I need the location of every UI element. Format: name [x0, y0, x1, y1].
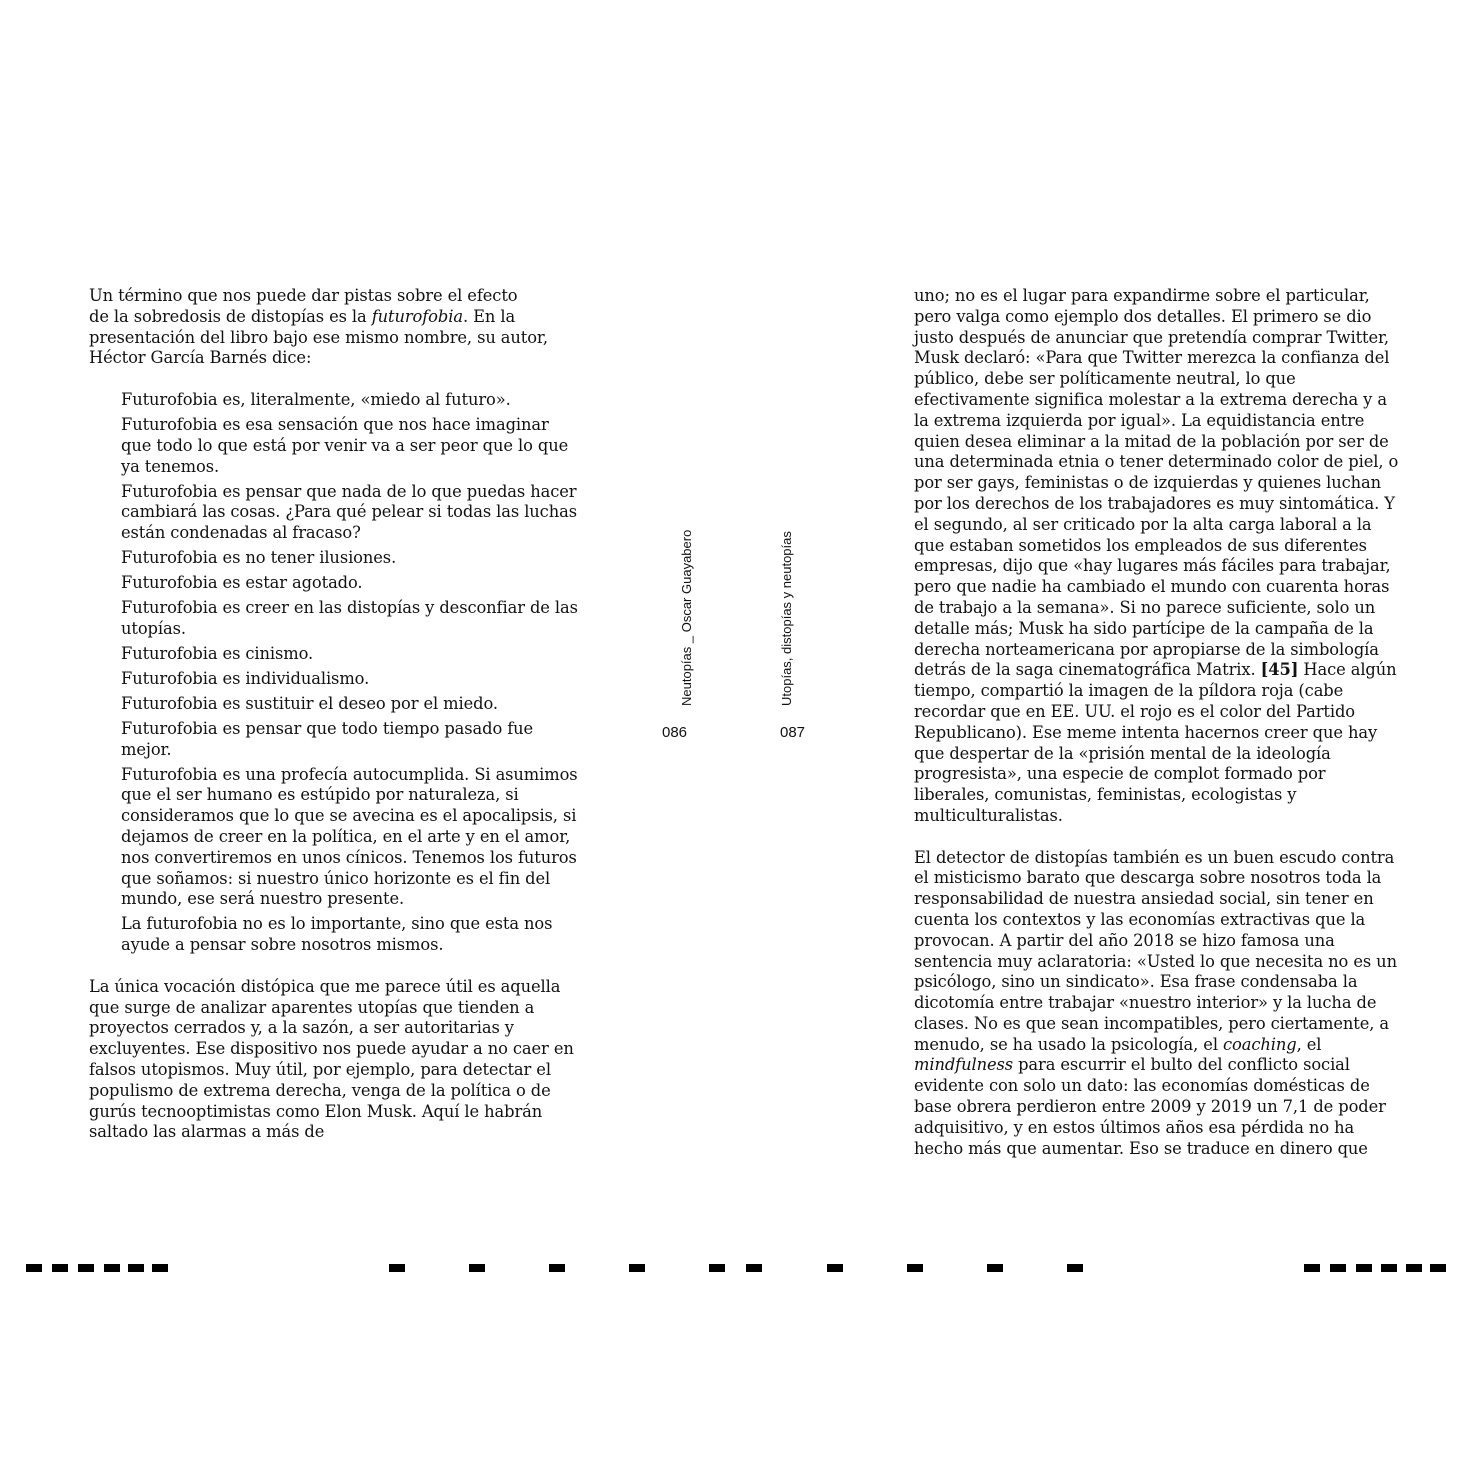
quote-line: Futurofobia es una profecía autocumplida. Si asumimos que el ser humano es estúpido por naturaleza, si consideramos que lo que se avecina es el apocalipsis, si dejamos de creer en la política, en el arte y en el amor, nos convertiremos en unos cínicos. Tenemos los futuros que soñamos: si nuestro único horizonte es el fin del mundo, ese será nuestro presente. [121, 764, 578, 909]
crop-mark-dash [1330, 1264, 1346, 1272]
quote-line: Futurofobia es cinismo. [121, 643, 314, 663]
crop-mark-dash [78, 1264, 94, 1272]
fold-mark-dash [987, 1264, 1003, 1272]
intro-line: de la sobredosis de distopías es la [89, 306, 372, 326]
fold-mark-dash [629, 1264, 645, 1272]
running-head-right: Utopías, distopías y neutopías [779, 531, 794, 706]
fold-mark-dash [709, 1264, 725, 1272]
text-run: , el [1296, 1034, 1322, 1054]
right-page-text [914, 286, 1404, 1159]
crop-mark-dash [152, 1264, 168, 1272]
closing-paragraph: La única vocación distópica que me parece útil es aquella que surge de analizar aparentes utopías que tienden a proyectos cerrados y, a la sazón, a ser autoritarias y excluyentes. Ese dispositivo nos puede ayudar a no caer en falsos utopismos. Muy útil, por ejemplo, para detectar el populismo de extrema derecha, venga de la política o de gurús tecnooptimistas como Elon Musk. Aquí le habrán saltado las alarmas a más de [89, 976, 574, 1142]
text-run: para escurrir el bulto del conflicto social evidente con solo un dato: las economías domésticas de base obrera perdieron entre 2009 y 2019 un 7,1 de poder adquisitivo, y en estos últimos años esa pérdida no ha hecho más que aumentar. Eso se traduce en dinero que [914, 1055, 1386, 1158]
quote-line: Futurofobia es pensar que nada de lo que puedas hacer cambiará las cosas. ¿Para qué pelear si todas las luchas están condenadas al fracaso? [121, 481, 577, 543]
crop-mark-dash [26, 1264, 42, 1272]
fold-mark-dash [746, 1264, 762, 1272]
text-run: El detector de distopías también es un buen escudo contra el misticismo barato que descarga sobre nosotros toda la responsabilidad de nuestra ansiedad social, sin tener en cuenta los contextos y las economías extractivas que la provocan. A partir del año 2018 se hizo famosa una sentencia muy aclaratoria: «Usted lo que necesita no es un psicólogo, sino un sindicato». Esa frase condensaba la dicotomía entre trabajar «nuestro interior» y la lucha de clases. No es que sean incompatibles, pero ciertamente, a menudo, se ha usado la psicología, el [914, 847, 1397, 1054]
fold-mark-dash [827, 1264, 843, 1272]
folio-right: 087 [780, 724, 806, 741]
quote-line: Futurofobia es creer en las distopías y desconfiar de las utopías. [121, 598, 578, 638]
fold-mark-dash [549, 1264, 565, 1272]
crop-mark-dash [1304, 1264, 1320, 1272]
detector-paragraph [914, 848, 1404, 1160]
folio-left: 086 [662, 724, 688, 741]
fold-mark-dash [907, 1264, 923, 1272]
quote-line: La futurofobia no es lo importante, sino que esta nos ayude a pensar sobre nosotros mismos. [121, 914, 553, 955]
left-page-text [89, 286, 579, 1164]
musk-paragraph [914, 286, 1404, 827]
paragraph-gap [914, 827, 1404, 848]
quote-line: Futurofobia es pensar que todo tiempo pasado fue mejor. [121, 718, 534, 759]
crop-mark-dash [1430, 1264, 1446, 1272]
intro-paragraph [89, 286, 579, 369]
crop-mark-dash [1406, 1264, 1422, 1272]
quote-line: Futurofobia es sustituir el deseo por el miedo. [121, 693, 498, 713]
crop-mark-dash [128, 1264, 144, 1272]
quote-line: Futurofobia es, literalmente, «miedo al futuro». [121, 389, 511, 409]
intro-term-futurofobia: futurofobia [371, 306, 463, 326]
quote-line: Futurofobia es esa sensación que nos hace imaginar que todo lo que está por venir va a ser peor que lo que ya tenemos. [121, 414, 569, 476]
crop-mark-dash [104, 1264, 120, 1272]
fold-mark-dash [1067, 1264, 1083, 1272]
fold-mark-dash [389, 1264, 405, 1272]
running-head-left: Neutopías _ Oscar Guayabero [679, 529, 694, 706]
term-coaching: coaching [1223, 1034, 1297, 1054]
crop-mark-dash [1356, 1264, 1372, 1272]
fold-mark-dash [469, 1264, 485, 1272]
term-mindfulness: mindfulness [914, 1055, 1014, 1075]
text-run: Hace algún tiempo, compartió la imagen de la píldora roja (cabe recordar que en EE. UU. el rojo es el color del Partido Republicano). Ese meme intenta hacernos creer que hay que despertar de la «prisión mental de la ideología progresista», una especie de complot formado por liberales, comunistas, feministas, ecologistas y multiculturalistas. [914, 660, 1397, 825]
crop-mark-dash [52, 1264, 68, 1272]
intro-line: Un término que nos puede dar pistas sobre el efecto [89, 286, 518, 305]
crop-mark-dash [1381, 1264, 1397, 1272]
intro-line: Héctor García Barnés dice: [89, 348, 312, 368]
quote-line: Futurofobia es estar agotado. [121, 573, 363, 593]
quote-line: Futurofobia es no tener ilusiones. [121, 548, 397, 568]
intro-line: . En la [462, 306, 516, 326]
quote-line: Futurofobia es individualismo. [121, 668, 370, 688]
footnote-reference: [45] [1260, 660, 1299, 680]
intro-line: presentación del libro bajo ese mismo nombre, su autor, [89, 327, 548, 347]
futurofobia-quote [121, 390, 579, 956]
text-run: uno; no es el lugar para expandirme sobre el particular, pero valga como ejemplo dos detalles. El primero se dio justo después de anunciar que pretendía comprar Twitter, Musk declaró: «Para que Twitter merezca la confianza del público, debe ser políticamente neutral, lo que efectivamente significa molestar a la extrema derecha y a la extrema izquierda por igual». La equidistancia entre quien desea eliminar a la mitad de la población por ser de una determinada etnia o tener determinado color de piel, o por ser gays, feministas o de izquierdas y quienes luchan por los derechos de los trabajadores es muy sintomática. Y el segundo, al ser criticado por la alta carga laboral a la que estaban sometidos los empleados de sus diferentes empresas, dijo que «hay lugares más fáciles para trabajar, pero que nadie ha cambiado el mundo con cuarenta horas de trabajo a la semana». Si no parece suficiente, solo un detalle más; Musk ha sido partícipe de la campaña de la derecha norteamericana por apropiarse de la simbología detrás de la saga cinematográfica Matrix. [914, 286, 1399, 680]
